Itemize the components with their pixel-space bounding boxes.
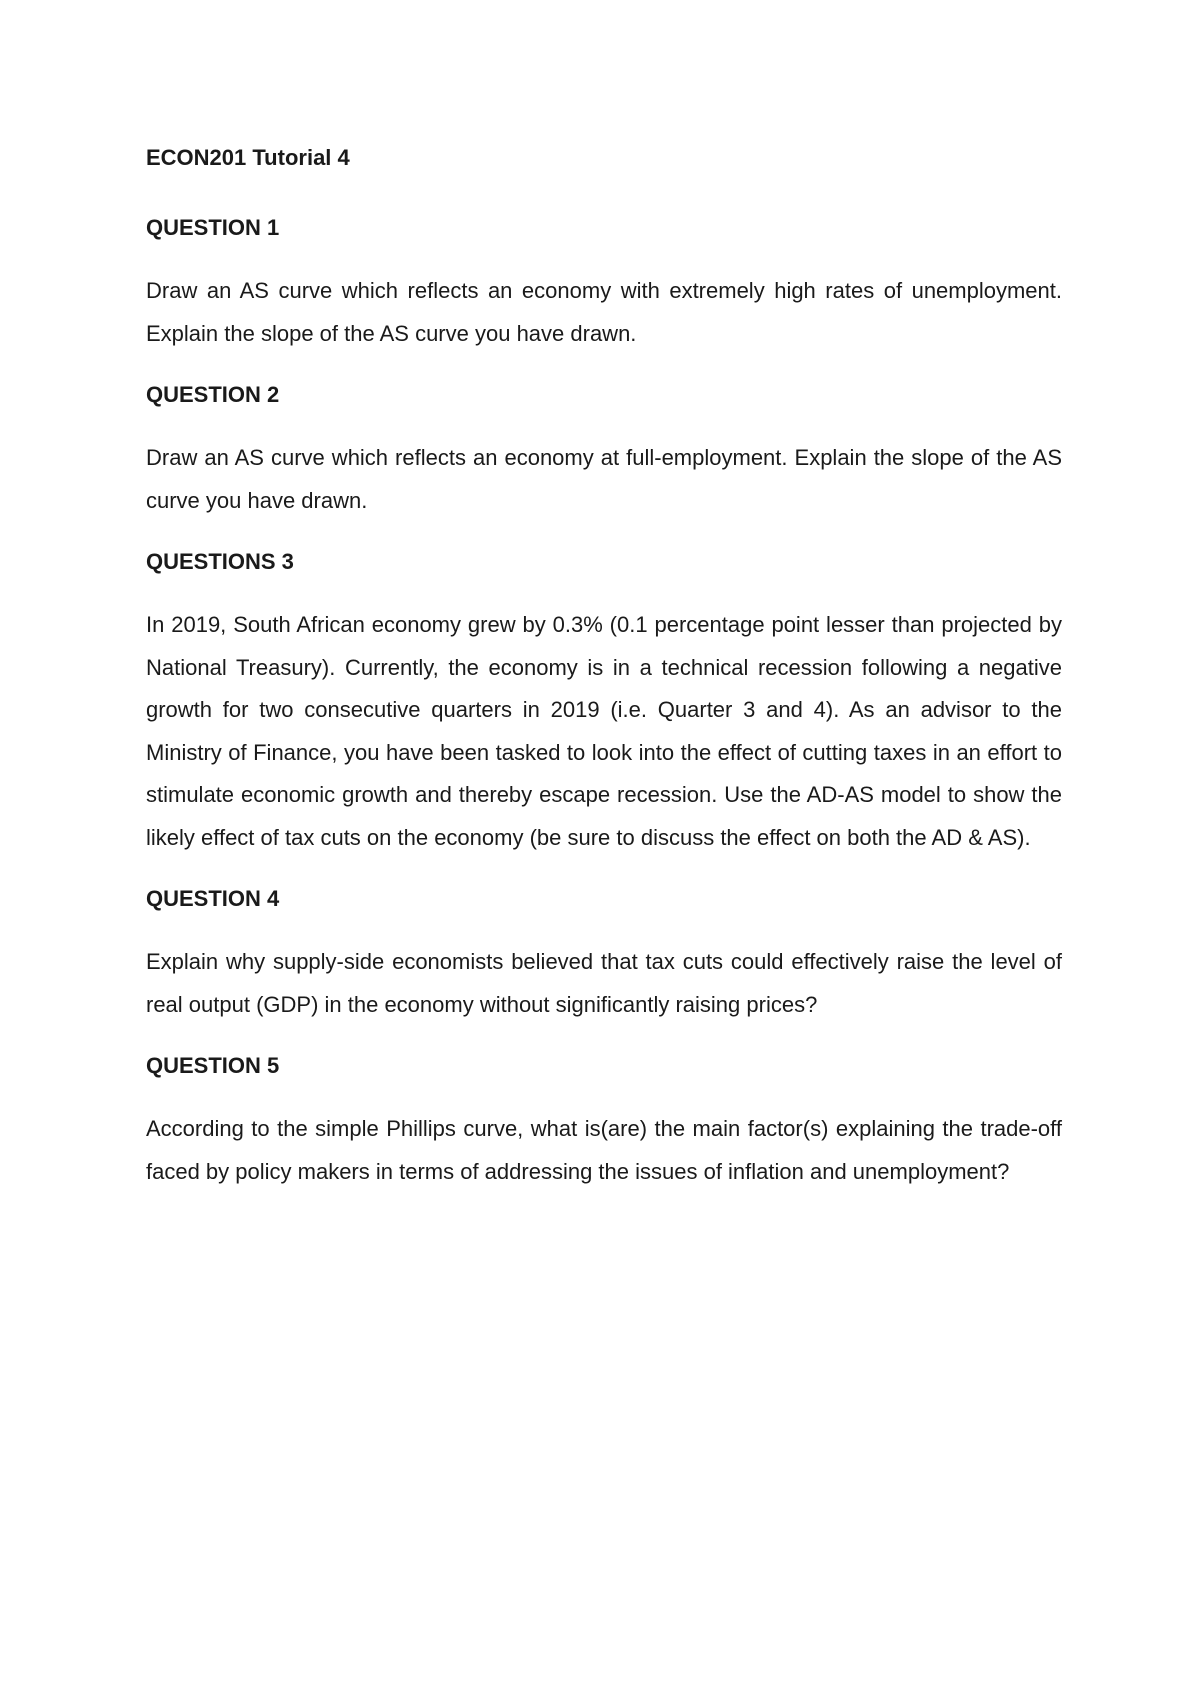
question-5 bbox=[146, 1051, 1062, 1193]
question-5-heading: QUESTION 5 bbox=[146, 1053, 280, 1078]
question-2-text: Draw an AS curve which reflects an economy at full-employment. Explain the slope of the AS curve you have drawn. bbox=[146, 445, 1062, 513]
document-title: ECON201 Tutorial 4 bbox=[146, 145, 350, 170]
question-5-text: According to the simple Phillips curve, what is(are) the main factor(s) explaining the trade-off faced by policy makers in terms of addressing the issues of inflation and unemployment? bbox=[146, 1116, 1062, 1184]
question-3-text: In 2019, South African economy grew by 0.3% (0.1 percentage point lesser than projected by National Treasury). Currently, the economy is in a technical recession following a negative growth for two consecutive quarters in 2019 (i.e. Quarter 3 and 4). As an advisor to the Ministry of Finance, you have been tasked to look into the effect of cutting taxes in an effort to stimulate economic growth and thereby escape recession. Use the AD-AS model to show the likely effect of tax cuts on the economy (be sure to discuss the effect on both the AD & AS). bbox=[146, 612, 1062, 850]
question-2 bbox=[146, 380, 1062, 522]
question-2-heading: QUESTION 2 bbox=[146, 382, 280, 407]
question-3-heading: QUESTIONS 3 bbox=[146, 549, 294, 574]
question-1-text: Draw an AS curve which reflects an economy with extremely high rates of unemployment. Explain the slope of the AS curve you have drawn. bbox=[146, 278, 1062, 346]
question-3 bbox=[146, 547, 1062, 859]
question-1 bbox=[146, 213, 1062, 355]
question-4-heading: QUESTION 4 bbox=[146, 886, 280, 911]
question-4 bbox=[146, 884, 1062, 1026]
question-1-heading: QUESTION 1 bbox=[146, 215, 280, 240]
document-page bbox=[146, 143, 1062, 1218]
question-4-text: Explain why supply-side economists believed that tax cuts could effectively raise the level of real output (GDP) in the economy without significantly raising prices? bbox=[146, 949, 1062, 1017]
